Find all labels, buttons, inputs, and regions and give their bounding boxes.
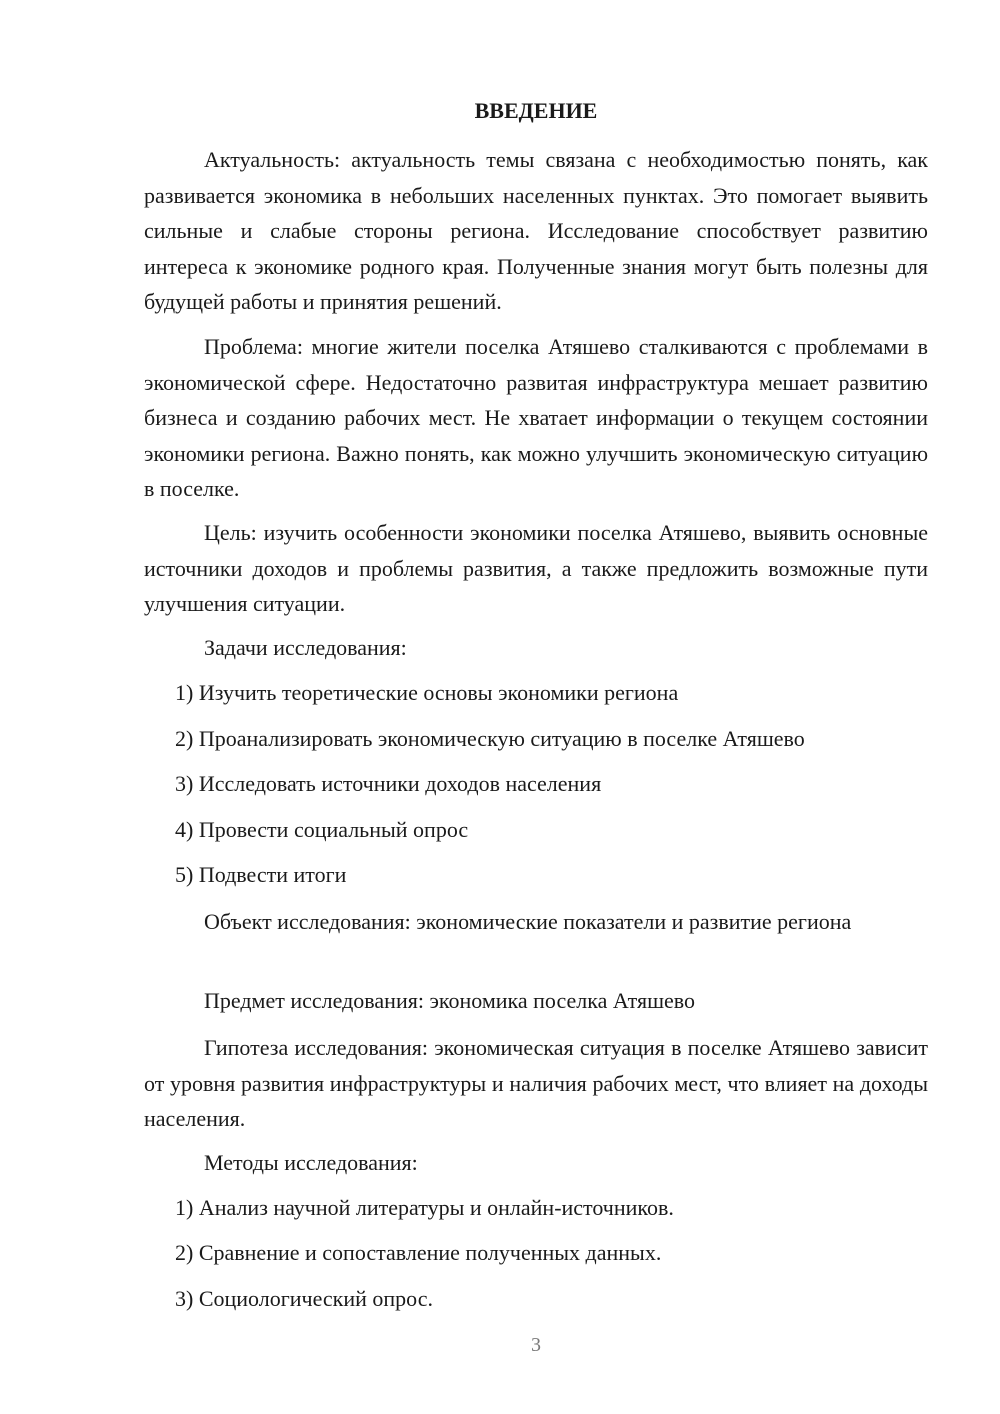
methods-heading: Методы исследования: <box>204 1150 418 1175</box>
task-item-4: 4) Провести социальный опрос <box>175 817 469 842</box>
method-item-2: 2) Сравнение и сопоставление полученных данных. <box>175 1240 662 1265</box>
section-heading: ВВЕДЕНИЕ <box>474 98 598 123</box>
subject-paragraph: Предмет исследования: экономика поселка Атяшево <box>204 988 696 1013</box>
goal-paragraph: Цель: изучить особенности экономики поселка Атяшево, выявить основные источники доходов и проблемы развития, а также предложить возможные пути улучшения ситуации. <box>144 520 928 616</box>
tasks-heading: Задачи исследования: <box>204 635 407 660</box>
task-item-5: 5) Подвести итоги <box>175 862 347 887</box>
task-item-1: 1) Изучить теоретические основы экономики региона <box>175 680 679 705</box>
problem-paragraph: Проблема: многие жители поселка Атяшево сталкиваются с проблемами в экономической сфере. Недостаточно развитая инфраструктура мешает развитию бизнеса и созданию рабочих мест. Не хватает информации о текущем состоянии экономики региона. Важно понять, как можно улучшить экономическую ситуацию в поселке. <box>144 334 928 501</box>
relevance-paragraph: Актуальность: актуальность темы связана с необходимостью понять, как развивается экономика в небольших населенных пунктах. Это помогает выявить сильные и слабые стороны региона. Исследование способствует развитию интереса к экономике родного края. Полученные знания могут быть полезны для будущей работы и принятия решений. <box>144 147 928 314</box>
task-item-2: 2) Проанализировать экономическую ситуацию в поселке Атяшево <box>175 726 805 751</box>
method-item-1: 1) Анализ научной литературы и онлайн-источников. <box>175 1195 674 1220</box>
task-item-3: 3) Исследовать источники доходов населения <box>175 771 602 796</box>
hypothesis-paragraph: Гипотеза исследования: экономическая ситуация в поселке Атяшево зависит от уровня развития инфраструктуры и наличия рабочих мест, что влияет на доходы населения. <box>144 1035 928 1131</box>
method-item-3: 3) Социологический опрос. <box>175 1286 433 1311</box>
page-number: 3 <box>531 1334 541 1356</box>
object-paragraph: Объект исследования: экономические показатели и развитие региона <box>204 909 852 934</box>
